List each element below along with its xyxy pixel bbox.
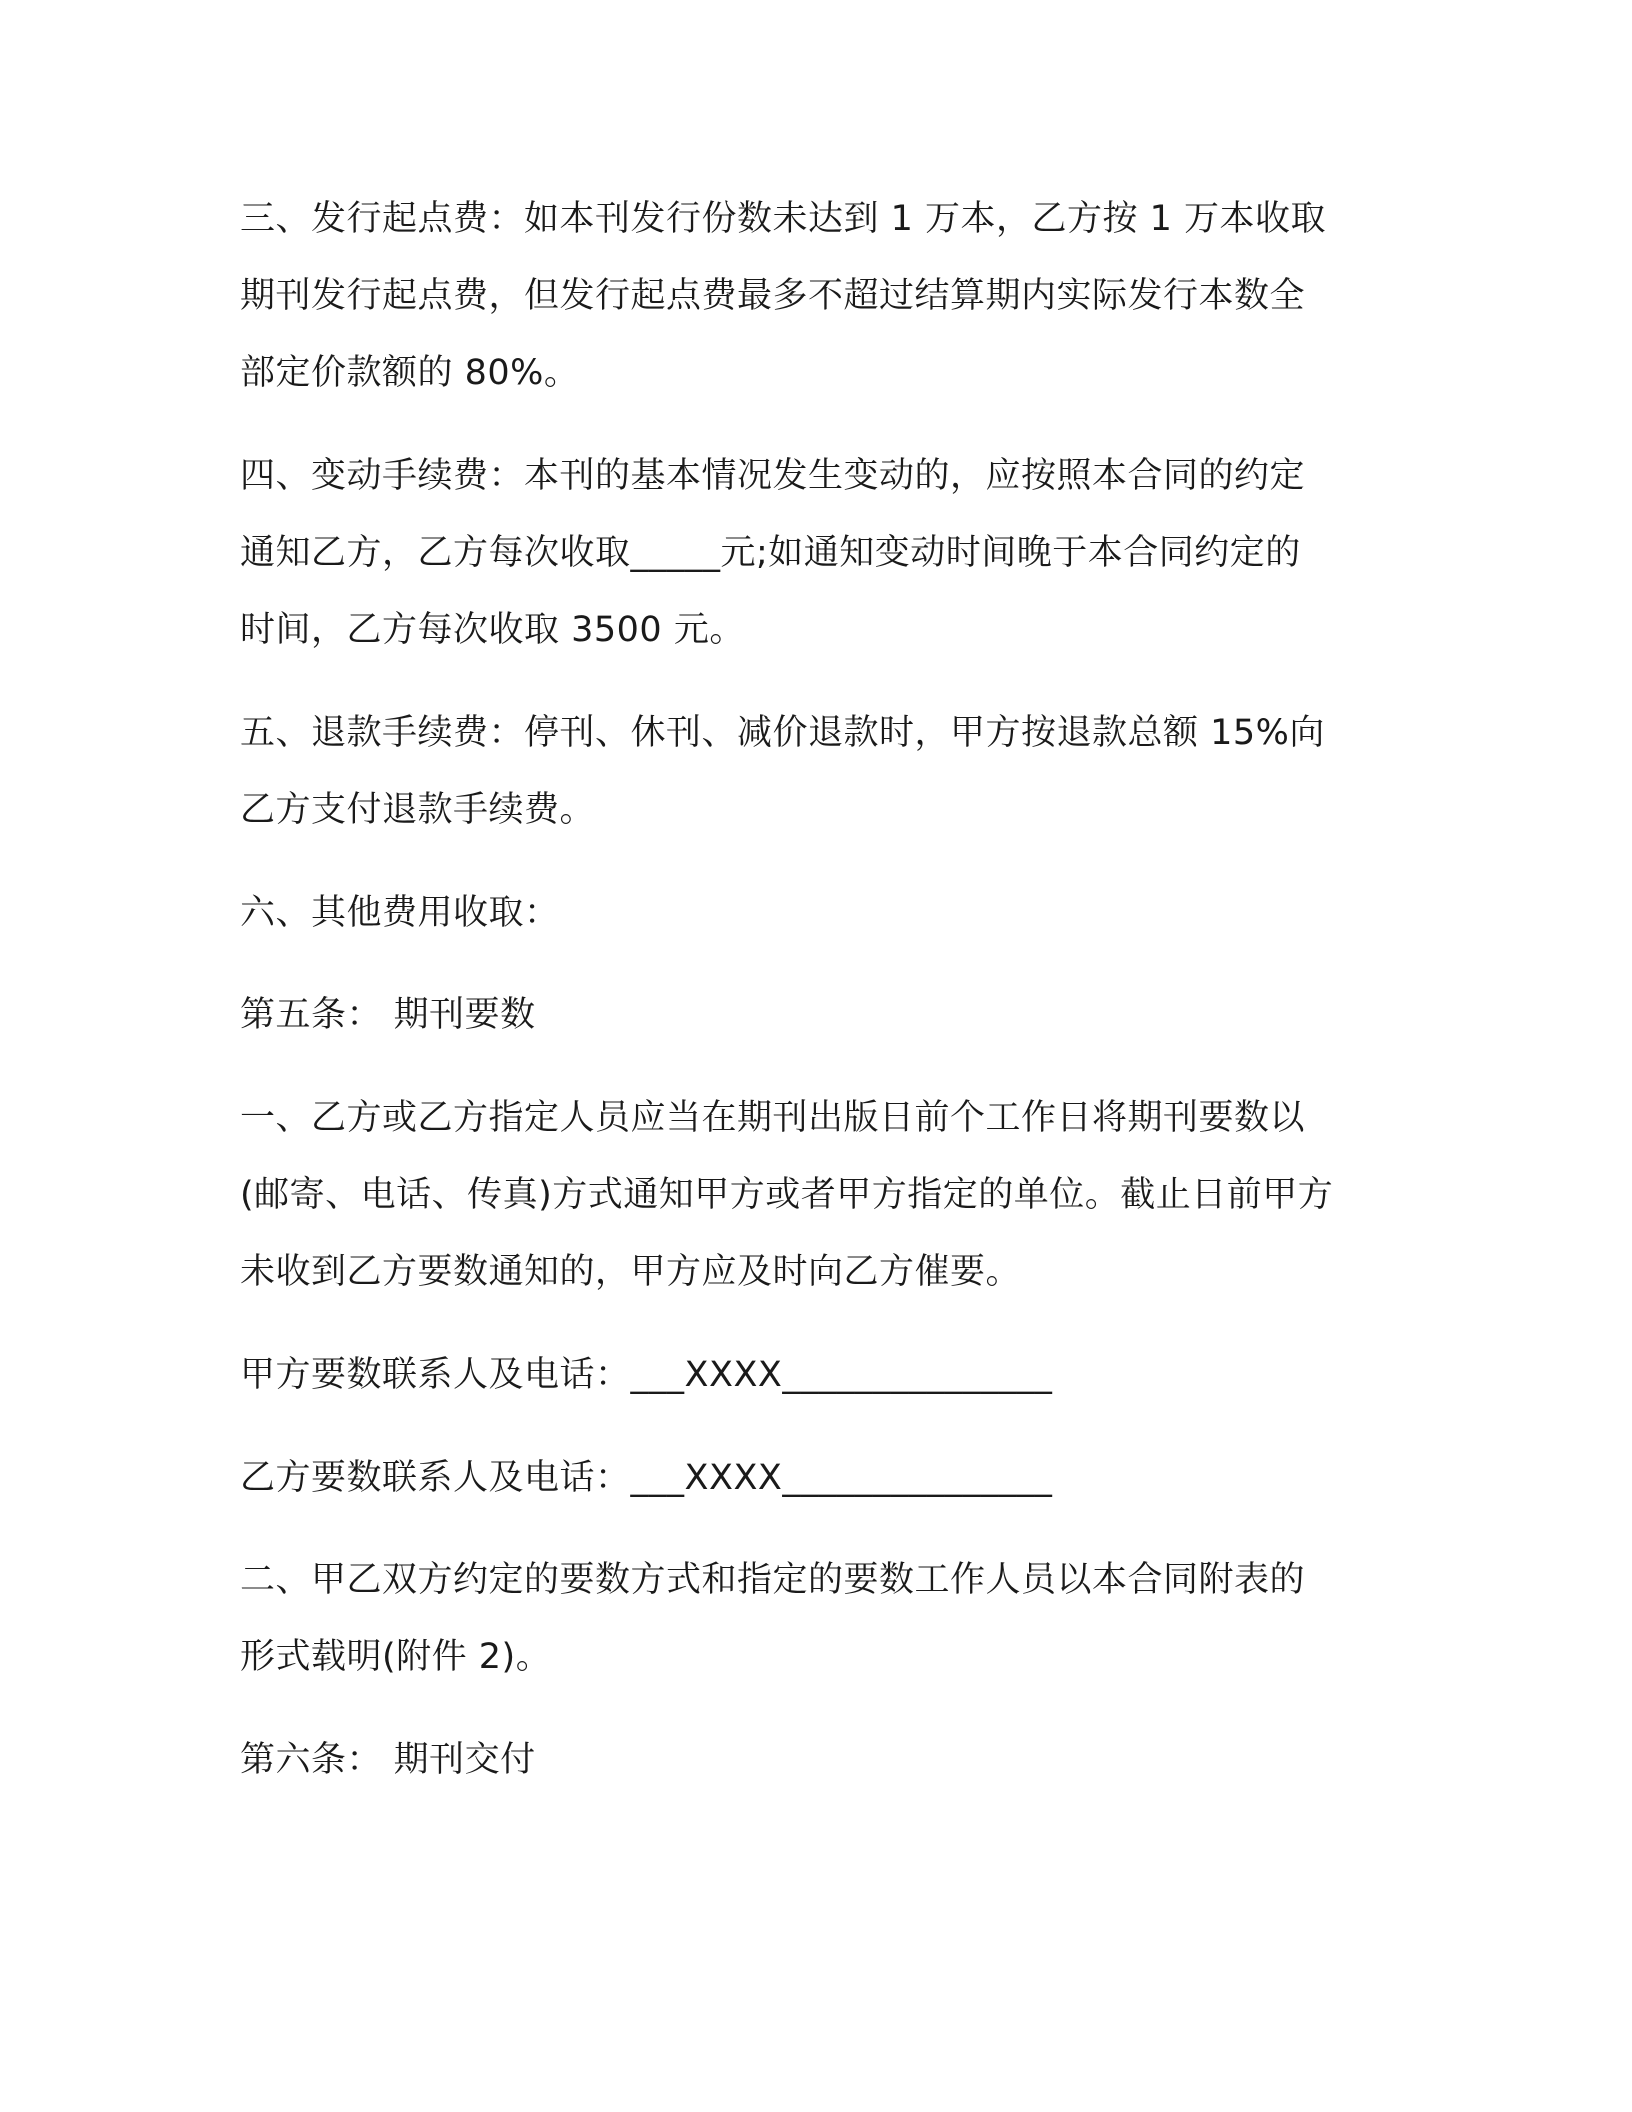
- clause-change-fee: [240, 438, 1390, 669]
- article-5-item-1: [240, 1080, 1390, 1311]
- text-line: 通知乙方，乙方每次收取_____元;如通知变动时间晚于本合同约定的: [240, 533, 1301, 573]
- clause-other-fees: [240, 875, 1390, 952]
- party-b-contact-line: [240, 1440, 1390, 1517]
- text-line: 形式载明(附件 2)。: [240, 1637, 552, 1677]
- text-line: 乙方要数联系人及电话：___XXXX_______________: [240, 1458, 1053, 1498]
- text-line: 一、乙方或乙方指定人员应当在期刊出版日前个工作日将期刊要数以: [240, 1098, 1306, 1138]
- text-line: 三、发行起点费：如本刊发行份数未达到 1 万本，乙方按 1 万本收取: [240, 199, 1327, 239]
- article-5-item-2: [240, 1542, 1390, 1696]
- clause-refund-fee: [240, 695, 1390, 849]
- party-a-contact-line: [240, 1337, 1390, 1414]
- text-line: 六、其他费用收取：: [240, 893, 560, 933]
- article-5-heading: [240, 977, 1390, 1054]
- section-heading: 第五条： 期刊要数: [240, 995, 536, 1035]
- text-line: 部定价款额的 80%。: [240, 353, 580, 393]
- text-line: 乙方支付退款手续费。: [240, 790, 596, 830]
- text-line: 期刊发行起点费，但发行起点费最多不超过结算期内实际发行本数全: [240, 276, 1306, 316]
- text-line: 未收到乙方要数通知的，甲方应及时向乙方催要。: [240, 1252, 1022, 1292]
- text-line: 五、退款手续费：停刊、休刊、减价退款时，甲方按退款总额 15%向: [240, 713, 1325, 753]
- text-line: 四、变动手续费：本刊的基本情况发生变动的，应按照本合同的约定: [240, 456, 1306, 496]
- text-line: (邮寄、电话、传真)方式通知甲方或者甲方指定的单位。截止日前甲方: [240, 1175, 1334, 1215]
- text-line: 甲方要数联系人及电话：___XXXX_______________: [240, 1355, 1053, 1395]
- text-line: 时间，乙方每次收取 3500 元。: [240, 610, 745, 650]
- text-line: 二、甲乙双方约定的要数方式和指定的要数工作人员以本合同附表的: [240, 1560, 1306, 1600]
- article-6-heading: [240, 1722, 1390, 1799]
- clause-start-fee: [240, 181, 1390, 412]
- section-heading: 第六条： 期刊交付: [240, 1740, 536, 1780]
